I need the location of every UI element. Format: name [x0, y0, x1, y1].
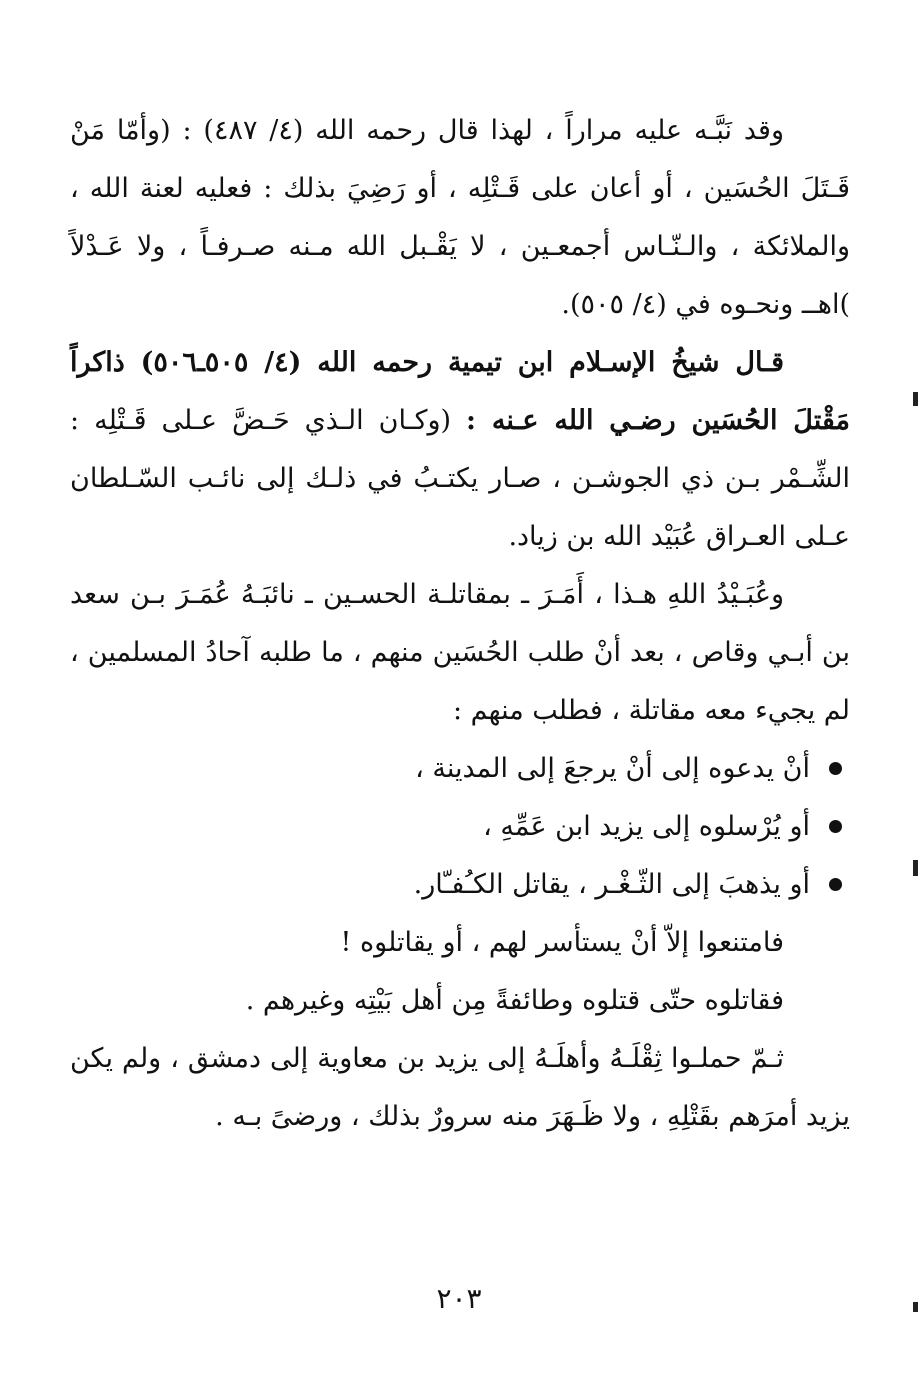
bullet-item-text: أنْ يدعوه إلى أنْ يرجعَ إلى المدينة ، — [415, 753, 810, 784]
bullet-item — [70, 856, 850, 914]
bullet-dot-icon — [829, 878, 842, 891]
bullet-item — [70, 740, 850, 798]
paragraph-3-text: وعُبَـيْدُ اللهِ هـذا ، أَمَـرَ ـ بمقاتلـة الحسـين ـ نائبَـهُ عُمَـرَ بـن سعد بن أبـي وقاص ، بعد أنْ طلب الحُسَين منهم ، ما طلبه آحادُ المسلمين ، لم يجيء معه مقاتلة ، فطلب منهم : — [70, 579, 850, 726]
page-number: ٢٠٣ — [436, 1282, 482, 1315]
paragraph-2 — [70, 334, 850, 566]
paragraph-1 — [70, 102, 850, 334]
paragraph-2-text: (وكـان الـذي حَـضَّ عـلى قَـتْلِه : الشِّـمْر بـن ذي الجوشـن ، صـار يكتـبُ في ذلـك إلى نائـب السّـلطان عـلى العـراق عُبَيْد الله بن زياد. — [70, 405, 850, 552]
bullet-item-text: أو يذهبَ إلى الثّـغْـر ، يقاتل الكـُفـّار. — [413, 869, 810, 900]
inset-line-1 — [70, 914, 850, 972]
bullet-dot-icon — [829, 762, 842, 775]
bullet-list — [70, 740, 850, 914]
bullet-item — [70, 798, 850, 856]
edge-mark — [913, 1302, 918, 1312]
edge-mark — [913, 860, 918, 876]
paragraph-3 — [70, 566, 850, 740]
closing-paragraph — [70, 1030, 850, 1146]
closing-paragraph-text: ثـمّ حملـوا ثِقْلَـهُ وأهلَـهُ إلى يزيد بن معاوية إلى دمشق ، ولم يكن يزيد أمرَهم بقَتْلِهِ ، ولا ظَـهَرَ منه سرورٌ بذلك ، ورضىً بـه . — [70, 1043, 850, 1132]
bullet-dot-icon — [829, 820, 842, 833]
body-text — [70, 102, 850, 1146]
inset-line-2 — [70, 972, 850, 1030]
inset-line-2-text: فقاتلوه حتّى قتلوه وطائفةً مِن أهل بَيْتِه وغيرهم . — [245, 985, 784, 1016]
bullet-item-text: أو يُرْسلوه إلى يزيد ابن عَمِّهِ ، — [483, 811, 810, 842]
edge-mark — [913, 392, 918, 406]
paragraph-1-text: وقد نَبَّـه عليه مراراً ، لهذا قال رحمه الله (٤/ ٤٨٧) : (وأمّا مَنْ قَـتَلَ الحُسَين ، أو أعان على قَـتْلِه ، أو رَضِيَ بذلك : فعليه لعنة الله ، والملائكة ، والـنّـاس أجمعـين ، لا يَقْـبل الله مـنه صـرفـاً ، ولا عَـدْلاً )اهــ ونحـوه في (٤/ ٥٠٥). — [70, 115, 850, 320]
paragraph-2-lead: قـال شيخُ الإسـلام ابن تيمية رحمه الله (٤/ ٥٠٥ـ٥٠٦) ذاكراً مَقْتلَ الحُسَين رضـي الله عـنه : — [70, 347, 850, 436]
inset-line-1-text: فامتنعوا إلاّ أنْ يستأسر لهم ، أو يقاتلوه ! — [340, 927, 784, 958]
